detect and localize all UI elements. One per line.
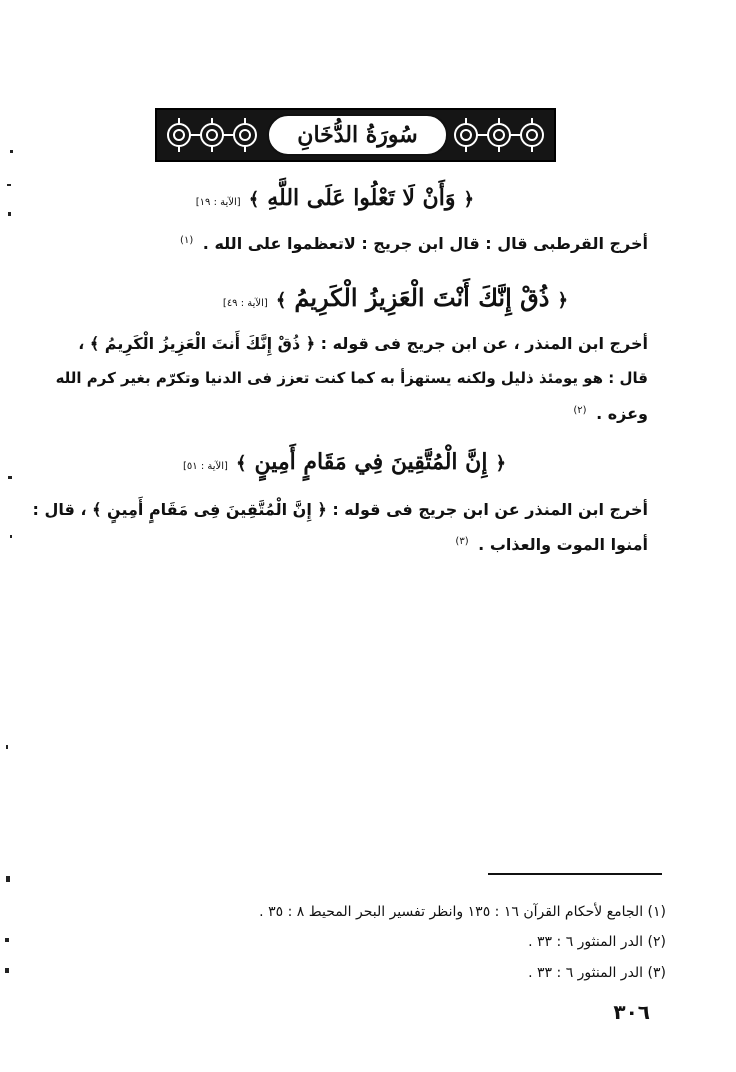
scan-mark xyxy=(10,535,12,538)
footnote-divider xyxy=(488,873,662,875)
page-number: ٣٠٦ xyxy=(613,1000,650,1024)
verse-open-bracket: ﴿ xyxy=(495,453,506,474)
commentary-line xyxy=(78,334,648,353)
verse-text: وَأَنْ لَا تَعْلُوا عَلَى اللَّهِ xyxy=(267,185,456,211)
commentary-text: أخرج ابن المنذر عن ابن جريج فى قوله : ﴿ إِنَّ الْمُتَّقِينَ فِى مَقَامٍ أَمِينٍ ﴾ ، قال : xyxy=(32,500,648,519)
commentary-text: أمنوا الموت والعذاب . xyxy=(478,535,648,554)
footnote-marker: (٢) xyxy=(573,404,587,416)
footnote-marker: (٣) xyxy=(455,535,469,547)
verse-open-bracket: ﴿ xyxy=(463,189,474,210)
scan-mark xyxy=(7,184,11,186)
verse-text: إِنَّ الْمُتَّقِينَ فِي مَقَامٍ أَمِينٍ xyxy=(254,449,488,475)
verse-reference: [الآية : ٤٩] xyxy=(222,298,268,309)
scan-mark xyxy=(10,150,13,153)
footnote: (٣) الدر المنثور ٦ : ٣٣ . xyxy=(528,965,666,981)
commentary-line xyxy=(33,500,648,519)
commentary-line xyxy=(455,535,648,554)
verse-close-bracket: ﴾ xyxy=(248,189,260,210)
scan-mark xyxy=(5,938,9,942)
left-ornament xyxy=(163,114,261,156)
verse-reference: [الآية : ٥١] xyxy=(183,461,228,472)
scan-mark xyxy=(8,212,11,216)
verse-heading xyxy=(223,283,568,312)
surah-header-banner xyxy=(155,108,556,162)
commentary-line xyxy=(180,234,648,253)
commentary-text: قال : هو يومئذ ذليل ولكنه يستهزأ به كما كنت تعزز فى الدنيا وتكرّم بغير كرم الله xyxy=(55,369,648,387)
commentary-line xyxy=(573,404,648,423)
verse-reference: [الآية : ١٩] xyxy=(195,197,241,208)
commentary-line xyxy=(56,369,648,387)
commentary-text: أخرج القرطبى قال : قال ابن جريج : لاتعظموا على الله . xyxy=(202,234,648,253)
surah-title: سُورَةُ الدُّخَانِ xyxy=(267,114,448,156)
scan-mark xyxy=(8,476,12,479)
footnote: (٢) الدر المنثور ٦ : ٣٣ . xyxy=(528,934,666,950)
verse-heading xyxy=(183,449,506,475)
verse-close-bracket: ﴾ xyxy=(235,453,247,474)
commentary-text: وعزه . xyxy=(596,404,648,423)
footnote-marker: (١) xyxy=(180,234,194,246)
verse-open-bracket: ﴿ xyxy=(557,290,568,311)
commentary-text: أخرج ابن المنذر ، عن ابن جريج فى قوله : ﴿ ذُقْ إِنَّكَ أَنتَ الْعَزِيزُ الْكَرِيمُ ﴾ ، xyxy=(78,334,648,353)
scan-mark xyxy=(6,876,10,882)
verse-heading xyxy=(196,185,474,211)
footnote: (١) الجامع لأحكام القرآن ١٦ : ١٣٥ وانظر تفسير البحر المحيط ٨ : ٣٥ . xyxy=(259,904,666,920)
verse-close-bracket: ﴾ xyxy=(275,290,287,311)
verse-text: ذُقْ إِنَّكَ أَنْتَ الْعَزِيزُ الْكَرِيمُ xyxy=(294,283,550,312)
right-ornament xyxy=(450,114,548,156)
scan-mark xyxy=(5,968,9,973)
scan-mark xyxy=(6,745,8,749)
